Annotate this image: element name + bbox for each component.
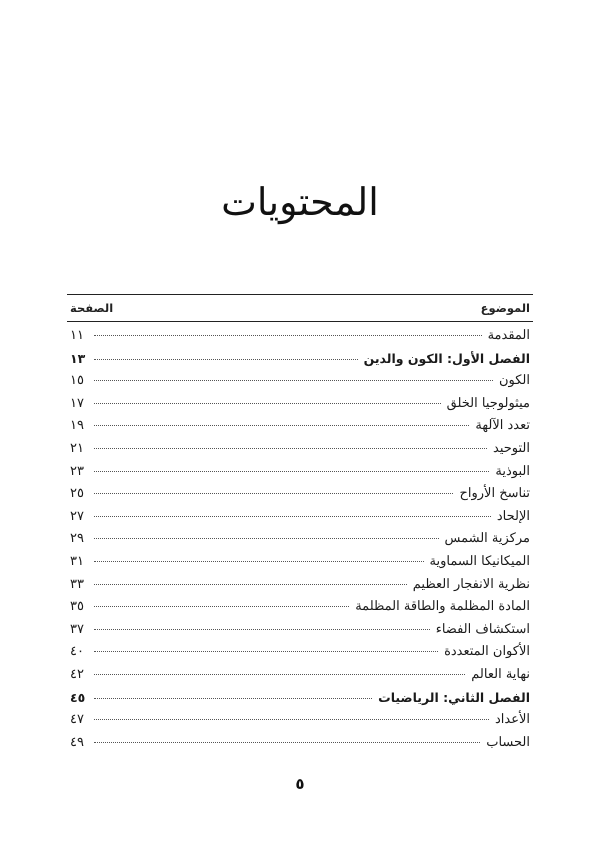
toc-chapter-row (67, 351, 533, 374)
toc-dot-leader (94, 471, 489, 472)
toc-dot-leader (94, 403, 441, 404)
toc-entry-page: ٣١ (70, 553, 84, 569)
toc-entry-list (67, 328, 533, 757)
table-of-contents (67, 294, 533, 757)
toc-entry-row (67, 418, 533, 441)
toc-entry-title: نظرية الانفجار العظيم (412, 576, 530, 592)
toc-entry-page: ١٣ (70, 350, 86, 366)
toc-dot-leader (94, 651, 438, 652)
toc-dot-leader (94, 448, 487, 449)
toc-entry-title: الأكوان المتعددة (444, 644, 530, 660)
toc-entry-page: ١٧ (70, 395, 84, 411)
toc-entry-page: ١٥ (70, 373, 84, 389)
toc-entry-page: ٣٣ (70, 576, 84, 592)
toc-entry-row (67, 486, 533, 509)
toc-entry-title: الكون (498, 373, 530, 389)
toc-entry-row (67, 396, 533, 419)
toc-dot-leader (94, 719, 489, 720)
toc-entry-page: ٢٧ (70, 508, 84, 524)
toc-entry-row (67, 441, 533, 464)
toc-dot-leader (94, 629, 430, 630)
toc-entry-page: ٤٧ (70, 712, 84, 728)
toc-entry-page: ٣٥ (70, 599, 84, 615)
toc-dot-leader (94, 425, 469, 426)
toc-entry-page: ٤٥ (70, 689, 86, 705)
toc-dot-leader (94, 335, 482, 336)
toc-entry-row (67, 509, 533, 532)
toc-entry-title: الأعداد (494, 712, 530, 728)
toc-entry-title: المقدمة (487, 328, 530, 343)
toc-entry-page: ٤٠ (70, 644, 84, 660)
toc-entry-row (67, 667, 533, 690)
toc-entry-title: الفصل الثاني: الرياضيات (378, 689, 530, 705)
toc-entry-row (67, 644, 533, 667)
toc-entry-title: استكشاف الفضاء (435, 621, 530, 637)
toc-dot-leader (94, 380, 493, 381)
toc-entry-title: الفصل الأول: الكون والدين (363, 350, 530, 366)
toc-entry-page: ٢٣ (70, 463, 84, 479)
toc-header-topic: الموضوع (480, 301, 530, 315)
toc-entry-title: نهاية العالم (471, 666, 530, 682)
toc-entry-row (67, 577, 533, 600)
page-title: المحتويات (221, 180, 379, 224)
toc-dot-leader (94, 493, 453, 494)
toc-chapter-row (67, 690, 533, 713)
toc-entry-page: ١٩ (70, 418, 84, 434)
toc-entry-row (67, 735, 533, 758)
toc-entry-title: البوذية (495, 463, 530, 479)
toc-dot-leader (94, 359, 358, 360)
toc-dot-leader (94, 516, 491, 517)
toc-entry-row (67, 712, 533, 735)
toc-header (67, 295, 533, 321)
toc-entry-title: التوحيد (493, 440, 530, 456)
toc-entry-page: ٤٩ (70, 734, 84, 750)
toc-dot-leader (94, 538, 439, 539)
toc-dot-leader (94, 606, 349, 607)
toc-entry-page: ٢٥ (70, 486, 84, 502)
toc-entry-row (67, 328, 533, 351)
toc-entry-row (67, 622, 533, 645)
toc-header-page: الصفحة (70, 301, 114, 315)
toc-entry-title: مركزية الشمس (444, 531, 530, 547)
toc-entry-title: الميكانيكا السماوية (429, 553, 530, 569)
toc-entry-title: المادة المظلمة والطاقة المظلمة (355, 599, 530, 615)
toc-entry-page: ٢٩ (70, 531, 84, 547)
toc-dot-leader (94, 674, 465, 675)
toc-entry-row (67, 531, 533, 554)
toc-dot-leader (94, 698, 372, 699)
toc-header-rule (67, 321, 533, 322)
page-number: ٥ (295, 775, 305, 793)
toc-entry-title: تناسخ الأرواح (459, 486, 530, 502)
toc-entry-title: ميثولوجيا الخلق (446, 395, 530, 411)
toc-dot-leader (94, 742, 480, 743)
toc-entry-title: الإلحاد (496, 508, 530, 524)
toc-entry-row (67, 599, 533, 622)
toc-entry-row (67, 373, 533, 396)
toc-entry-title: الحساب (486, 734, 530, 750)
toc-entry-row (67, 554, 533, 577)
toc-entry-page: ١١ (70, 328, 84, 343)
toc-entry-title: تعدد الآلهة (475, 418, 530, 434)
toc-dot-leader (94, 561, 424, 562)
toc-entry-page: ٢١ (70, 440, 84, 456)
toc-entry-page: ٤٢ (70, 666, 84, 682)
toc-entry-page: ٣٧ (70, 621, 84, 637)
toc-dot-leader (94, 584, 407, 585)
toc-entry-row (67, 464, 533, 487)
